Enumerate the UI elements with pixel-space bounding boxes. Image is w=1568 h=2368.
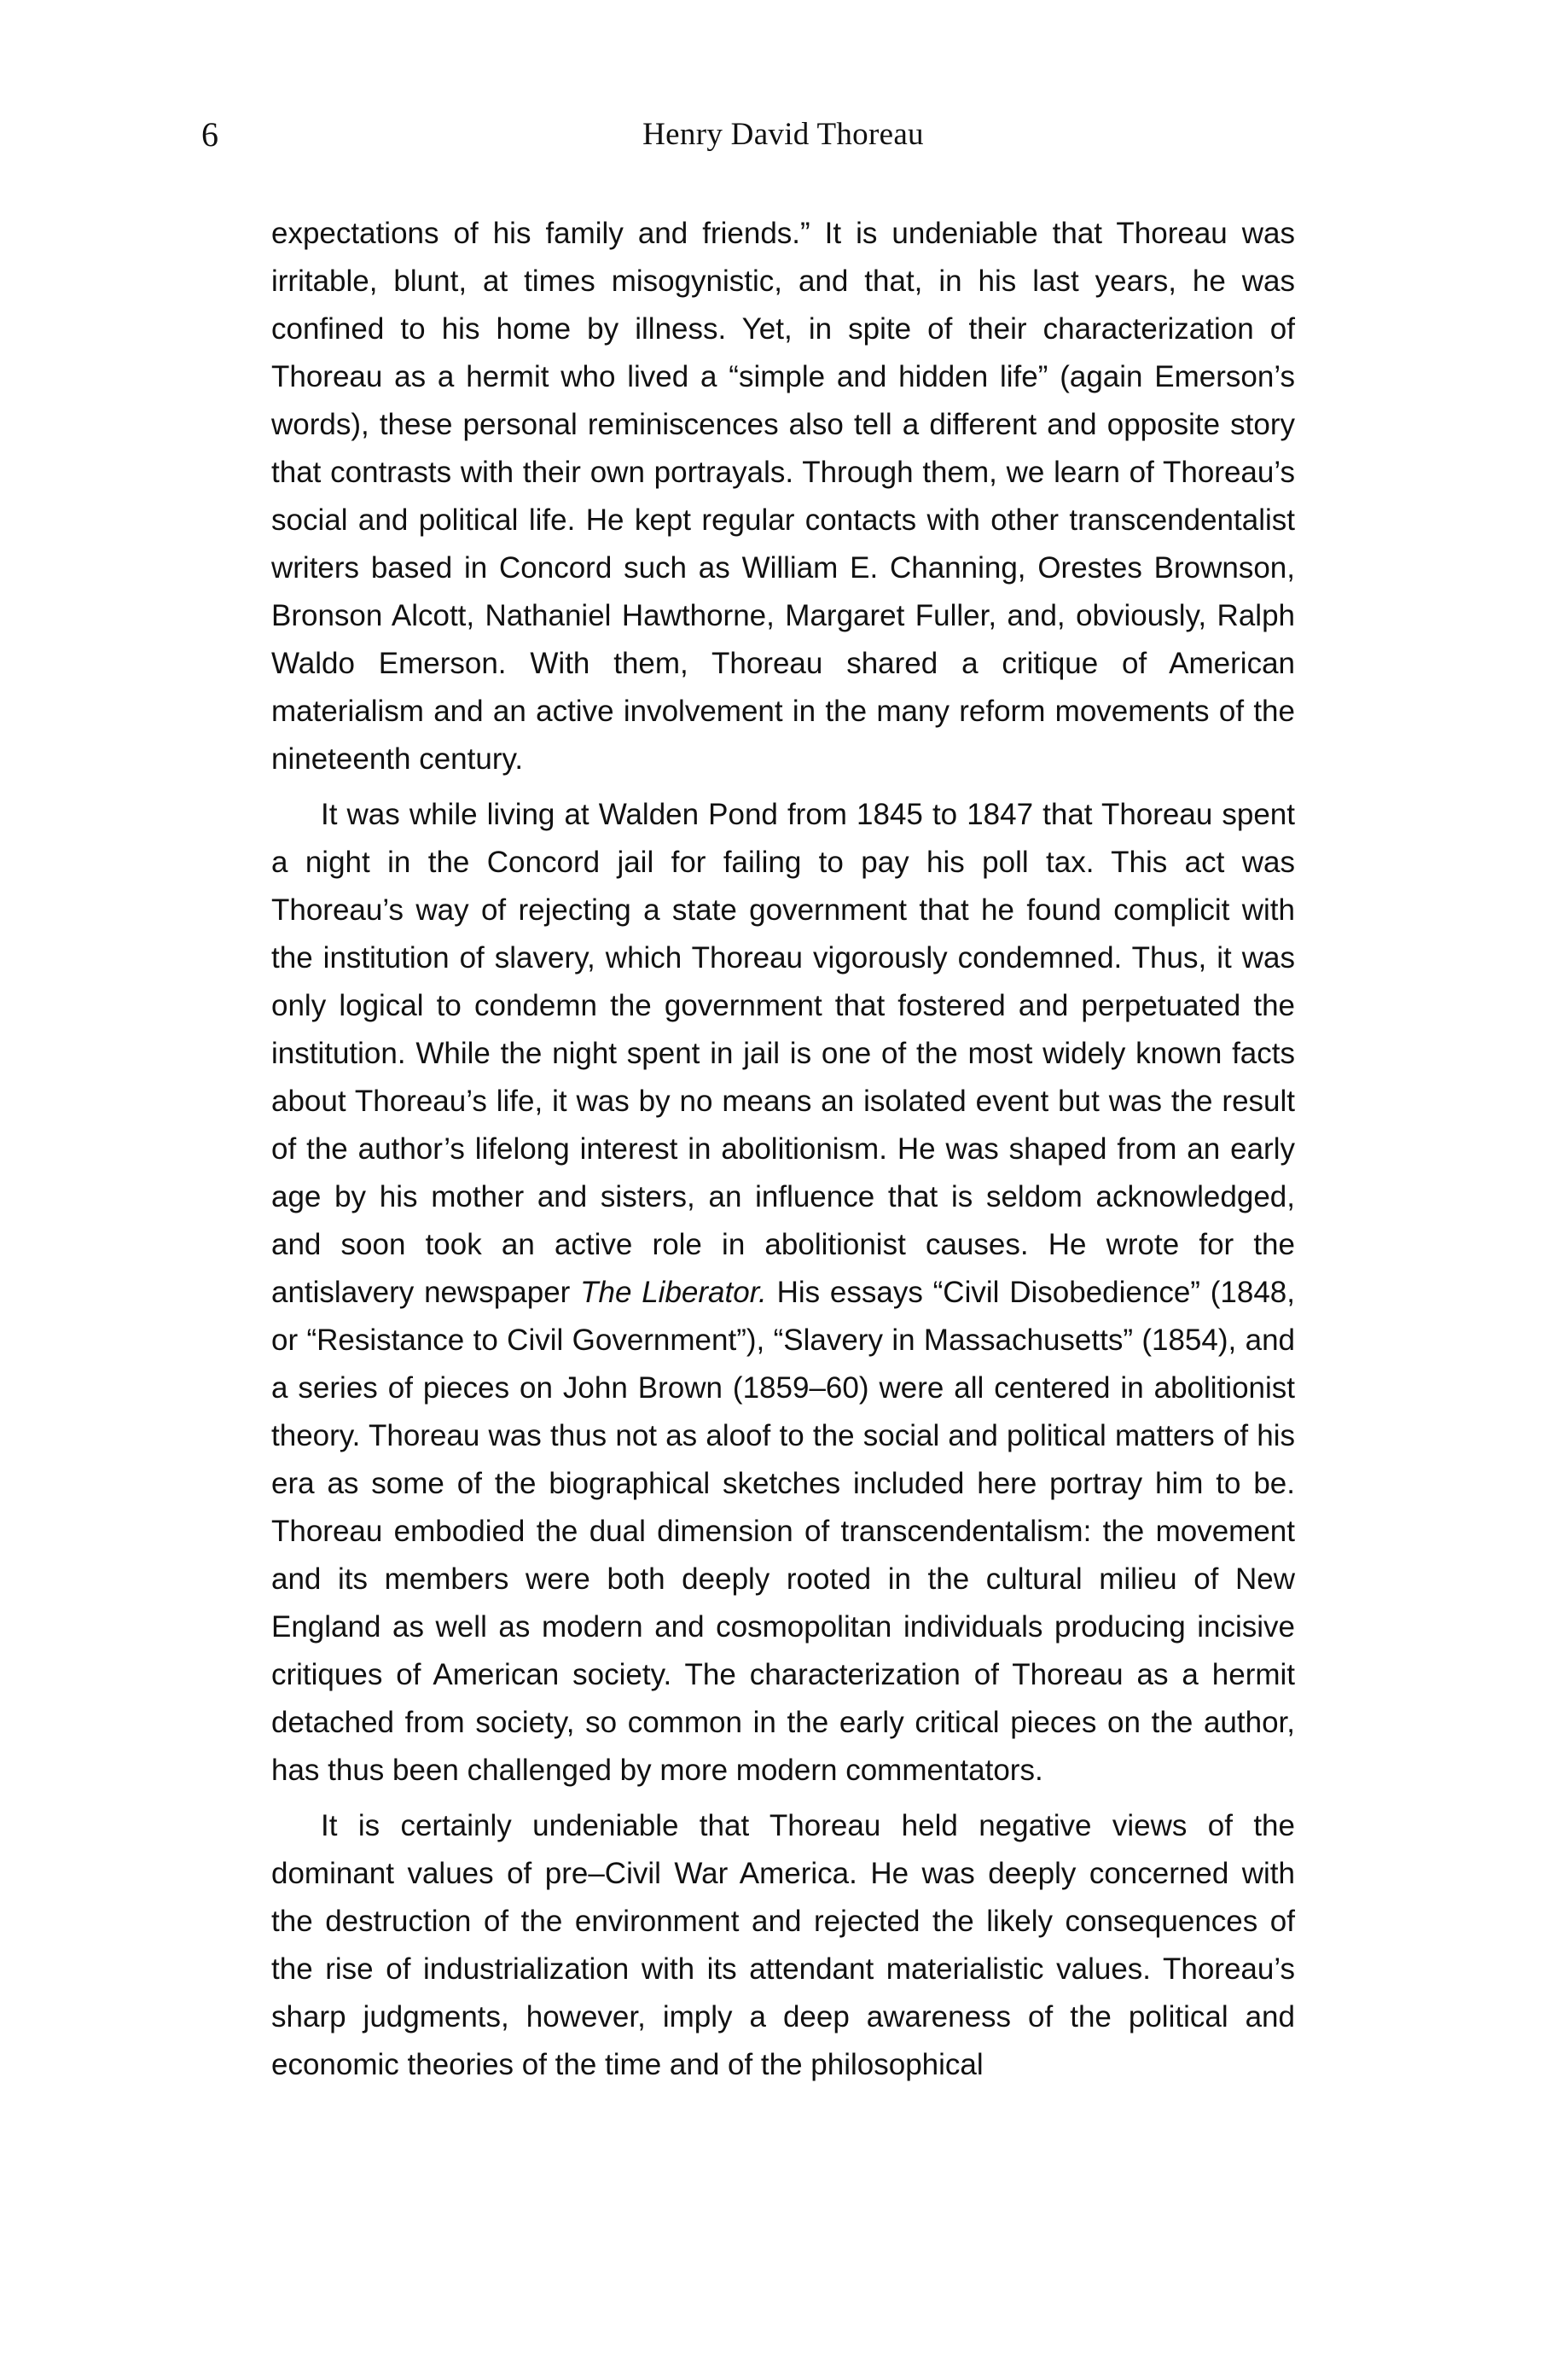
paragraph-1: expectations of his family and friends.” It is undeniable that Thoreau was irritable, blunt, at times misogynistic, and that, in his last years, he was confined to his home by illness. Yet, in spite of their characterization of Thoreau as a hermit who lived a “simple and hidden life” (again Emerson’s words), these personal reminiscences also tell a different and opposite story that contrasts with their own portrayals. Through them, we learn of Thoreau’s social and political life. He kept regular contacts with other transcendentalist writers based in Concord such as William E. Channing, Orestes Brownson, Bronson Alcott, Nathaniel Hawthorne, Margaret Fuller, and, obviously, Ralph Waldo Emerson. With them, Thoreau shared a critique of American materialism and an active involvement in the many reform movements of the nineteenth century. — [271, 217, 1295, 776]
paragraph-2-text-after: His essays “Civil Disobedience” (1848, or “Resistance to Civil Government”), “Slavery in Massachusetts” (1854), and a series of pieces on John Brown (1859–60) were all centered in abolitionist theory. Thoreau was thus not as aloof to the social and political matters of his era as some of the biographical sketches included here portray him to be. Thoreau embodied the dual dimension of transcendentalism: the movement and its members were both deeply rooted in the cultural milieu of New England as well as modern and cosmopolitan individuals producing incisive critiques of American society. The characterization of Thoreau as a hermit detached from society, so common in the early critical pieces on the author, has thus been challenged by more modern commentators. — [271, 1276, 1295, 1787]
paragraph-2-text-before: It was while living at Walden Pond from 1845 to 1847 that Thoreau spent a night in the Concord jail for failing to pay his poll tax. This act was Thoreau’s way of rejecting a state government that he found complicit with the institution of slavery, which Thoreau vigorously condemned. Thus, it was only logical to condemn the government that fostered and perpetuated the institution. While the night spent in jail is one of the most widely known facts about Thoreau’s life, it was by no means an isolated event but was the result of the author’s lifelong interest in abolitionism. He was shaped from an early age by his mother and sisters, an influence that is seldom acknowledged, and soon took an active role in abolitionist causes. He wrote for the antislavery newspaper — [271, 798, 1295, 1309]
newspaper-title: The Liberator. — [580, 1276, 767, 1309]
running-head-title: Henry David Thoreau — [642, 117, 924, 152]
page-number: 6 — [201, 115, 218, 154]
body-text — [271, 210, 1295, 2097]
paragraph-2 — [271, 791, 1295, 1795]
paragraph-3: It is certainly undeniable that Thoreau held negative views of the dominant values of pre–Civil War America. He was deeply concerned with the destruction of the environment and rejected the likely consequences of the rise of industrialization with its attendant materialistic values. Thoreau’s sharp judgments, however, imply a deep awareness of the political and economic theories of the time and of the philosophical — [271, 1809, 1295, 2081]
